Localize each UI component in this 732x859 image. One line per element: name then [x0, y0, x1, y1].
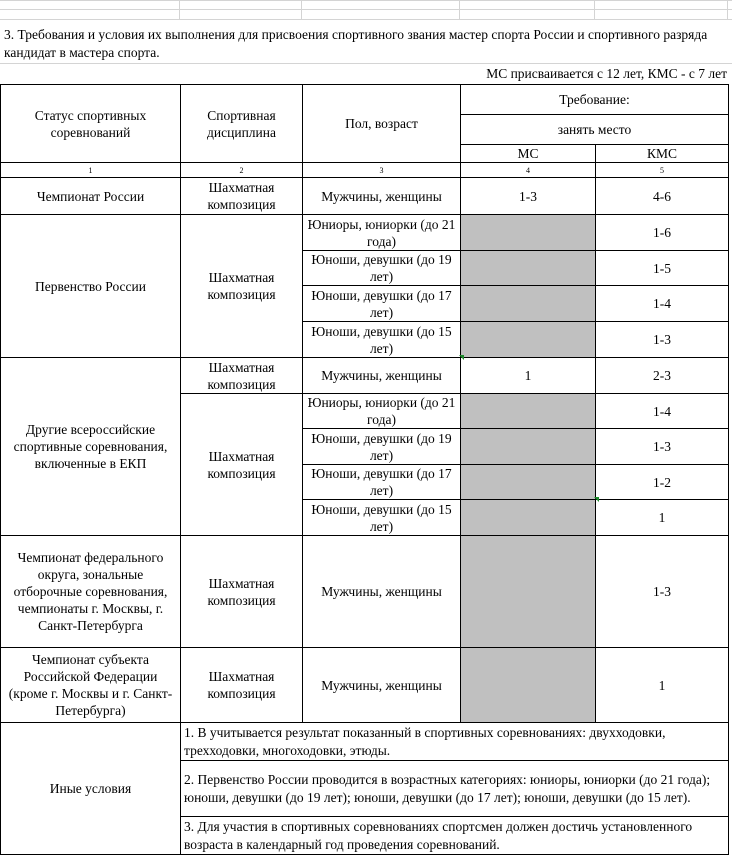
kms-cell: 4-6	[596, 178, 729, 215]
kms-cell: 1-2	[596, 465, 729, 500]
ms-cell-empty	[461, 536, 596, 648]
age-cell: Мужчины, женщины	[303, 358, 461, 394]
ms-cell-empty	[461, 215, 596, 251]
condition-item: 2. Первенство России проводится в возрастных категориях: юниоры, юниорки (до 21 года); юноши, девушки (до 19 лет); юноши, девушки (до 17 лет); юноши, девушки (до 15 лет).	[181, 761, 729, 817]
table-row	[1, 178, 729, 215]
header-gender-age: Пол, возраст	[303, 85, 461, 163]
ms-cell-empty	[461, 465, 596, 500]
column-number: 2	[181, 163, 303, 178]
kms-cell: 2-3	[596, 358, 729, 394]
age-note: МС присваивается с 12 лет, КМС - с 7 лет	[486, 66, 727, 81]
status-cell: Чемпионат России	[1, 178, 181, 215]
ms-cell: 1	[461, 358, 596, 394]
age-cell: Мужчины, женщины	[303, 536, 461, 648]
table-row	[1, 536, 729, 648]
discipline-cell: Шахматная композиция	[181, 178, 303, 215]
age-cell: Юноши, девушки (до 19 лет)	[303, 251, 461, 286]
kms-cell: 1	[596, 500, 729, 536]
ms-cell-empty	[461, 322, 596, 358]
discipline-cell: Шахматная композиция	[181, 358, 303, 394]
discipline-cell: Шахматная композиция	[181, 215, 303, 358]
table-row	[1, 215, 729, 251]
condition-item: 3. Для участия в спортивных соревнованиях спортсмен должен достичь установленного возраста в календарный год проведения соревнований.	[181, 817, 729, 855]
age-cell: Мужчины, женщины	[303, 178, 461, 215]
ms-cell-empty	[461, 648, 596, 723]
column-number: 1	[1, 163, 181, 178]
age-cell: Юниоры, юниорки (до 21 года)	[303, 215, 461, 251]
age-cell: Мужчины, женщины	[303, 648, 461, 723]
column-number: 3	[303, 163, 461, 178]
kms-cell: 1-4	[596, 394, 729, 429]
comment-marker	[594, 497, 599, 502]
table-row	[1, 648, 729, 723]
ms-cell-empty	[461, 394, 596, 429]
kms-cell: 1-4	[596, 286, 729, 322]
header-kms: КМС	[596, 145, 729, 163]
header-ms: МС	[461, 145, 596, 163]
column-number: 5	[596, 163, 729, 178]
age-cell: Юноши, девушки (до 15 лет)	[303, 500, 461, 536]
header-row	[1, 85, 729, 115]
section-title: 3. Требования и условия их выполнения для присвоения спортивного звания мастер спорта России и спортивного разряда кандидат в мастера спорта.	[4, 27, 708, 60]
discipline-cell: Шахматная композиция	[181, 536, 303, 648]
kms-cell: 1-3	[596, 536, 729, 648]
kms-cell: 1-3	[596, 429, 729, 465]
header-requirement: Требование:	[461, 85, 729, 115]
row-separator	[0, 63, 732, 64]
status-cell: Другие всероссийские спортивные соревнования, включенные в ЕКП	[1, 358, 181, 536]
ms-cell-empty	[461, 500, 596, 536]
age-cell: Юноши, девушки (до 19 лет)	[303, 429, 461, 465]
age-cell: Юноши, девушки (до 17 лет)	[303, 286, 461, 322]
requirements-table	[0, 84, 729, 855]
header-discipline: Спортивная дисциплина	[181, 85, 303, 163]
status-cell: Чемпионат федерального округа, зональные отборочные соревнования, чемпионаты г. Москвы, г. Санкт-Петербурга	[1, 536, 181, 648]
discipline-cell: Шахматная композиция	[181, 394, 303, 536]
status-cell: Первенство России	[1, 215, 181, 358]
ms-cell-empty	[461, 251, 596, 286]
ms-cell-empty	[461, 429, 596, 465]
header-status: Статус спортивных соревнований	[1, 85, 181, 163]
kms-cell: 1-5	[596, 251, 729, 286]
status-cell: Чемпионат субъекта Российской Федерации (кроме г. Москвы и г. Санкт-Петербурга)	[1, 648, 181, 723]
table-row	[1, 723, 729, 761]
top-grid-lines	[0, 0, 732, 20]
kms-cell: 1-6	[596, 215, 729, 251]
header-place: занять место	[461, 115, 729, 145]
age-cell: Юноши, девушки (до 17 лет)	[303, 465, 461, 500]
kms-cell: 1-3	[596, 322, 729, 358]
table-row	[1, 358, 729, 394]
ms-cell: 1-3	[461, 178, 596, 215]
discipline-cell: Шахматная композиция	[181, 648, 303, 723]
age-cell: Юниоры, юниорки (до 21 года)	[303, 394, 461, 429]
kms-cell: 1	[596, 648, 729, 723]
column-number-row	[1, 163, 729, 178]
other-conditions-label: Иные условия	[1, 723, 181, 855]
ms-cell-empty	[461, 286, 596, 322]
comment-marker	[459, 355, 464, 360]
condition-item: 1. В учитывается результат показанный в спортивных соревнованиях: двухходовки, трехходовки, многоходовки, этюды.	[181, 723, 729, 761]
column-number: 4	[461, 163, 596, 178]
age-cell: Юноши, девушки (до 15 лет)	[303, 322, 461, 358]
